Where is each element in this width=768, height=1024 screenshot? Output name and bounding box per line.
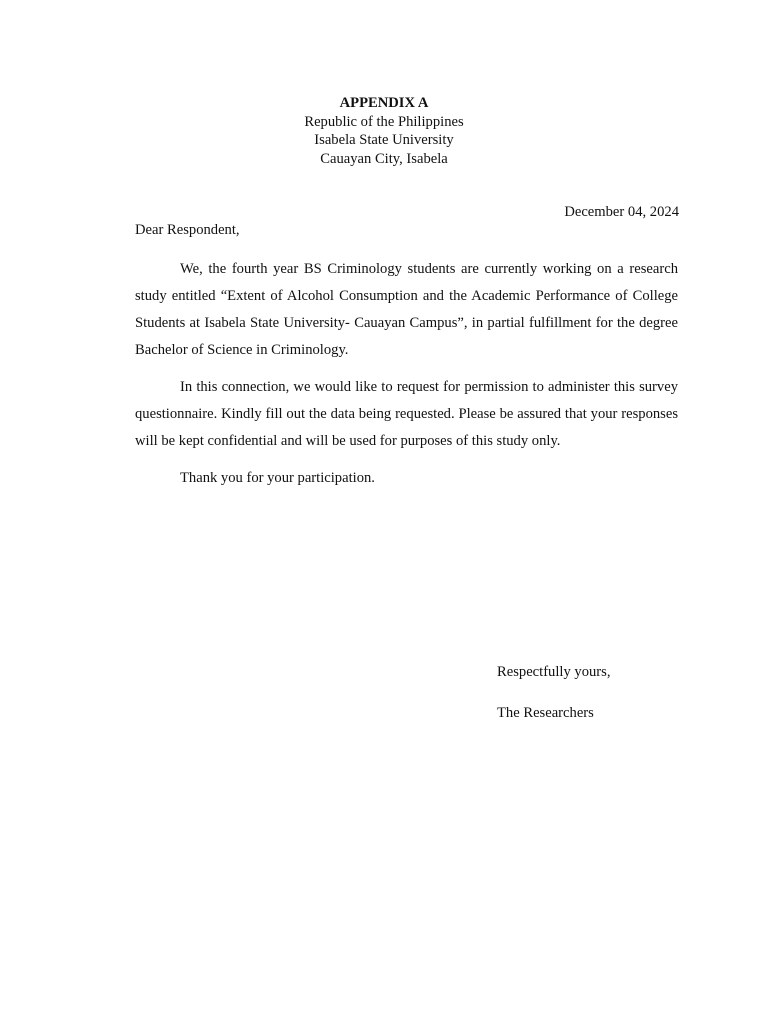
appendix-title: APPENDIX A — [339, 95, 429, 111]
salutation: Dear Respondent, — [135, 222, 240, 238]
header-country: Republic of the Philippines — [304, 113, 464, 130]
paragraph-intro: We, the fourth year BS Criminology students are currently working on a research study entitled “Extent of Alcohol Consumption and the Academic Performance of College Students at Isabela State University- Cauayan Campus”, in partial fulfillment for the degree Bachelor of Science in Criminology. — [135, 261, 678, 358]
letter-date: December 04, 2024 — [564, 204, 679, 220]
closing-line: Respectfully yours, — [497, 664, 611, 680]
paragraph-request: In this connection, we would like to request for permission to administer this survey questionnaire. Kindly fill out the data being requested. Please be assured that your responses will be kept confidential and will be used for purposes of this study only. — [135, 379, 678, 449]
paragraph-thanks: Thank you for your participation. — [180, 470, 375, 486]
letter-header — [0, 94, 768, 168]
signature-line: The Researchers — [497, 705, 594, 721]
header-location: Cauayan City, Isabela — [320, 150, 448, 167]
letter-body — [135, 256, 678, 502]
header-university: Isabela State University — [314, 132, 454, 148]
